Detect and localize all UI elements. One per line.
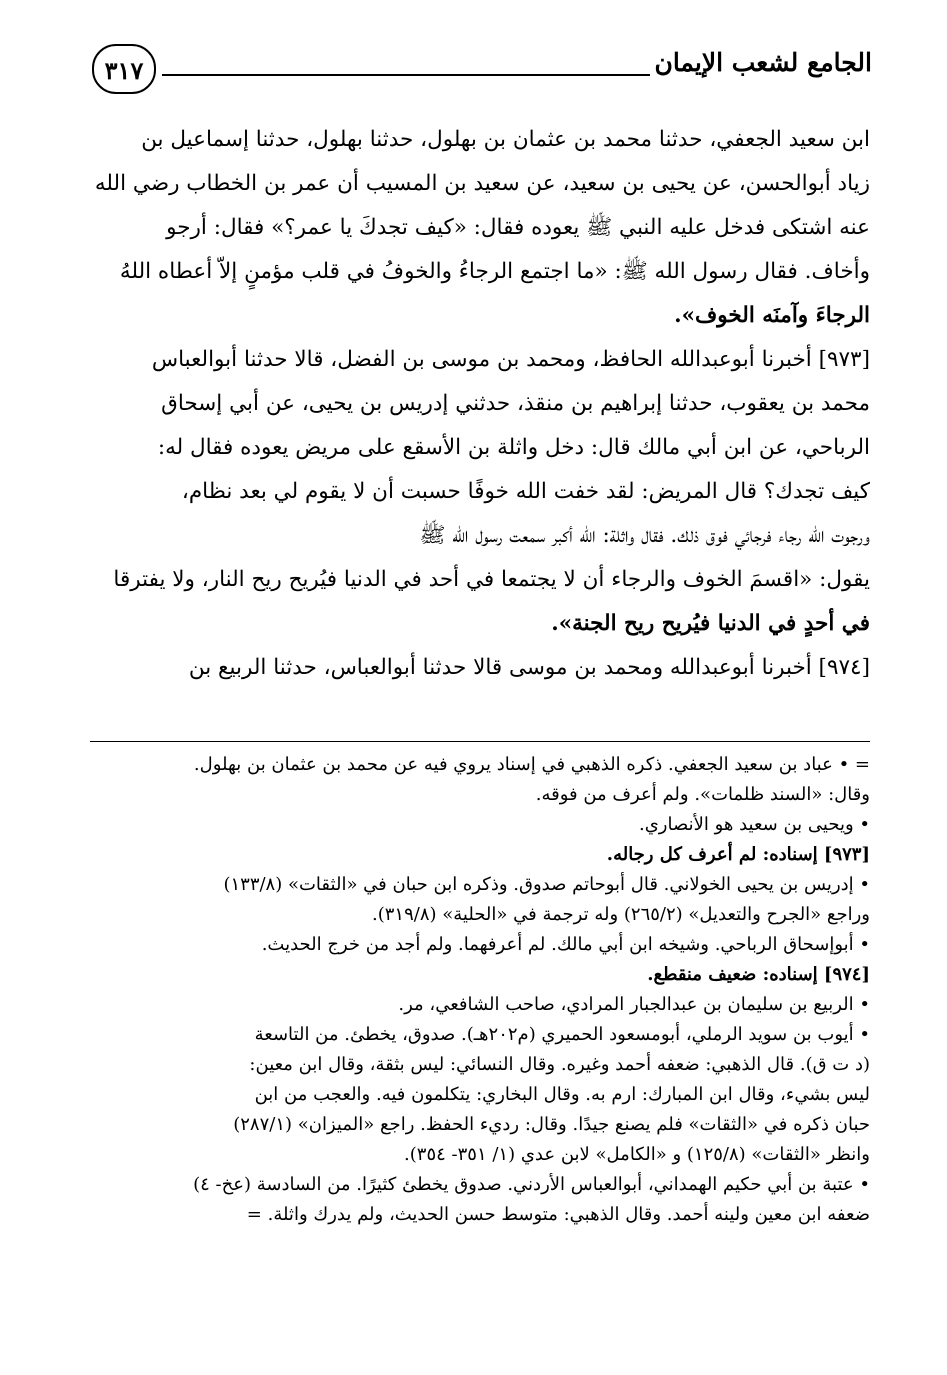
header-rule	[162, 74, 650, 76]
note-line: (د ت ق). قال الذهبي: ضعفه أحمد وغيره. وقال النسائي: ليس بثقة، وقال ابن معين:	[249, 1054, 870, 1075]
note-line: • إدريس بن يحيى الخولاني. قال أبوحاتم صدوق. وذكره ابن حبان في «الثقات» (١٣٣/٨)	[223, 874, 870, 895]
text-line: [٩٧٤] أخبرنا أبوعبدالله ومحمد بن موسى قالا حدثنا أبوالعباس، حدثنا الربيع بن	[188, 655, 870, 680]
note-line: • عتبة بن أبي حكيم الهمداني، أبوالعباس الأردني. صدوق يخطئ كثيرًا. من السادسة (عخ- ٤)	[193, 1174, 870, 1195]
note-line: • الربيع بن سليمان بن عبدالجبار المرادي، صاحب الشافعي، مر.	[398, 994, 870, 1015]
text-line: الرجاءَ وآمنَه الخوف».	[674, 303, 870, 328]
text-line: ابن سعيد الجعفي، حدثنا محمد بن عثمان بن بهلول، حدثنا بهلول، حدثنا إسماعيل بن	[141, 127, 870, 152]
main-text	[90, 118, 870, 690]
note-line: وانظر «الثقات» (١٢٥/٨) و «الكامل» لابن عدي (١/ ٣٥١- ٣٥٤).	[404, 1144, 870, 1165]
note-line: • أبوإسحاق الرباحي. وشيخه ابن أبي مالك. لم أعرفهما. ولم أجد من خرج الحديث.	[261, 934, 870, 955]
text-line: في أحدٍ في الدنيا فيُريح ريح الجنة».	[551, 611, 870, 636]
text-line: كيف تجدك؟ قال المريض: لقد خفت الله خوفًا حسبت أن لا يقوم لي بعد نظام،	[181, 479, 870, 504]
note-line: وقال: «السند ظلمات». ولم أعرف من فوقه.	[535, 784, 870, 805]
text-line: عنه اشتكى فدخل عليه النبي ﷺ يعوده فقال: «كيف تجدكَ يا عمر؟» فقال: أرجو	[166, 215, 870, 240]
note-line: وراجع «الجرح والتعديل» (٢٦٥/٢) وله ترجمة في «الحلية» (٣١٩/٨).	[372, 904, 870, 925]
text-line: [٩٧٣] أخبرنا أبوعبدالله الحافظ، ومحمد بن موسى بن الفضل، قالا حدثنا أبوالعباس	[151, 347, 870, 372]
note-line: [٩٧٣] إسناده: لم أعرف كل رجاله.	[606, 844, 870, 865]
note-line: حبان ذكره في «الثقات» فلم يصنع جيدًا. وقال: رديء الحفظ. راجع «الميزان» (٢٨٧/١)	[233, 1114, 870, 1135]
note-line: ضعفه ابن معين ولينه أحمد. وقال الذهبي: متوسط حسن الحديث، ولم يدرك واثلة. =	[246, 1204, 870, 1225]
text-line: زياد أبوالحسن، عن يحيى بن سعيد، عن سعيد بن المسيب أن عمر بن الخطاب رضي الله	[94, 171, 870, 196]
text-line: محمد بن يعقوب، حدثنا إبراهيم بن منقذ، حدثني إدريس بن يحيى، عن أبي إسحاق	[161, 391, 870, 416]
text-line: يقول: «اقسمَ الخوف والرجاء أن لا يجتمعا في أحد في الدنيا فيُريح ريح النار، ولا يفترقا	[113, 567, 870, 592]
text-line: وأخاف. فقال رسول الله ﷺ: «ما اجتمع الرجاءُ والخوفُ في قلب مؤمنٍ إلاّ أعطاه اللهُ	[119, 259, 870, 284]
note-line: [٩٧٤] إسناده: ضعيف منقطع.	[647, 964, 870, 985]
text-line: ورجوت الله رجاء فرجائي فوق ذلك. فقال واثلة: الله أكبر سمعت رسول الله ﷺ	[419, 523, 870, 548]
note-line: ليس بشيء، وقال ابن المبارك: ارم به. وقال البخاري: يتكلمون فيه. والعجب من ابن	[254, 1084, 870, 1105]
page-header	[92, 38, 872, 100]
footnote-divider	[90, 741, 870, 742]
text-line: الرباحي، عن ابن أبي مالك قال: دخل واثلة بن الأسقع على مريض يعوده فقال له:	[157, 435, 870, 460]
note-line: • ويحيى بن سعيد هو الأنصاري.	[638, 814, 870, 835]
note-line: = • عباد بن سعيد الجعفي. ذكره الذهبي في إسناد يروي فيه عن محمد بن عثمان بن بهلول.	[193, 754, 870, 775]
footnotes	[90, 750, 870, 1230]
page-number: ٣١٧	[92, 44, 156, 94]
running-title: الجامع لشعب الإيمان	[654, 48, 872, 77]
note-line: • أيوب بن سويد الرملي، أبومسعود الحميري (م٢٠٢هـ). صدوق، يخطئ. من التاسعة	[254, 1024, 870, 1045]
